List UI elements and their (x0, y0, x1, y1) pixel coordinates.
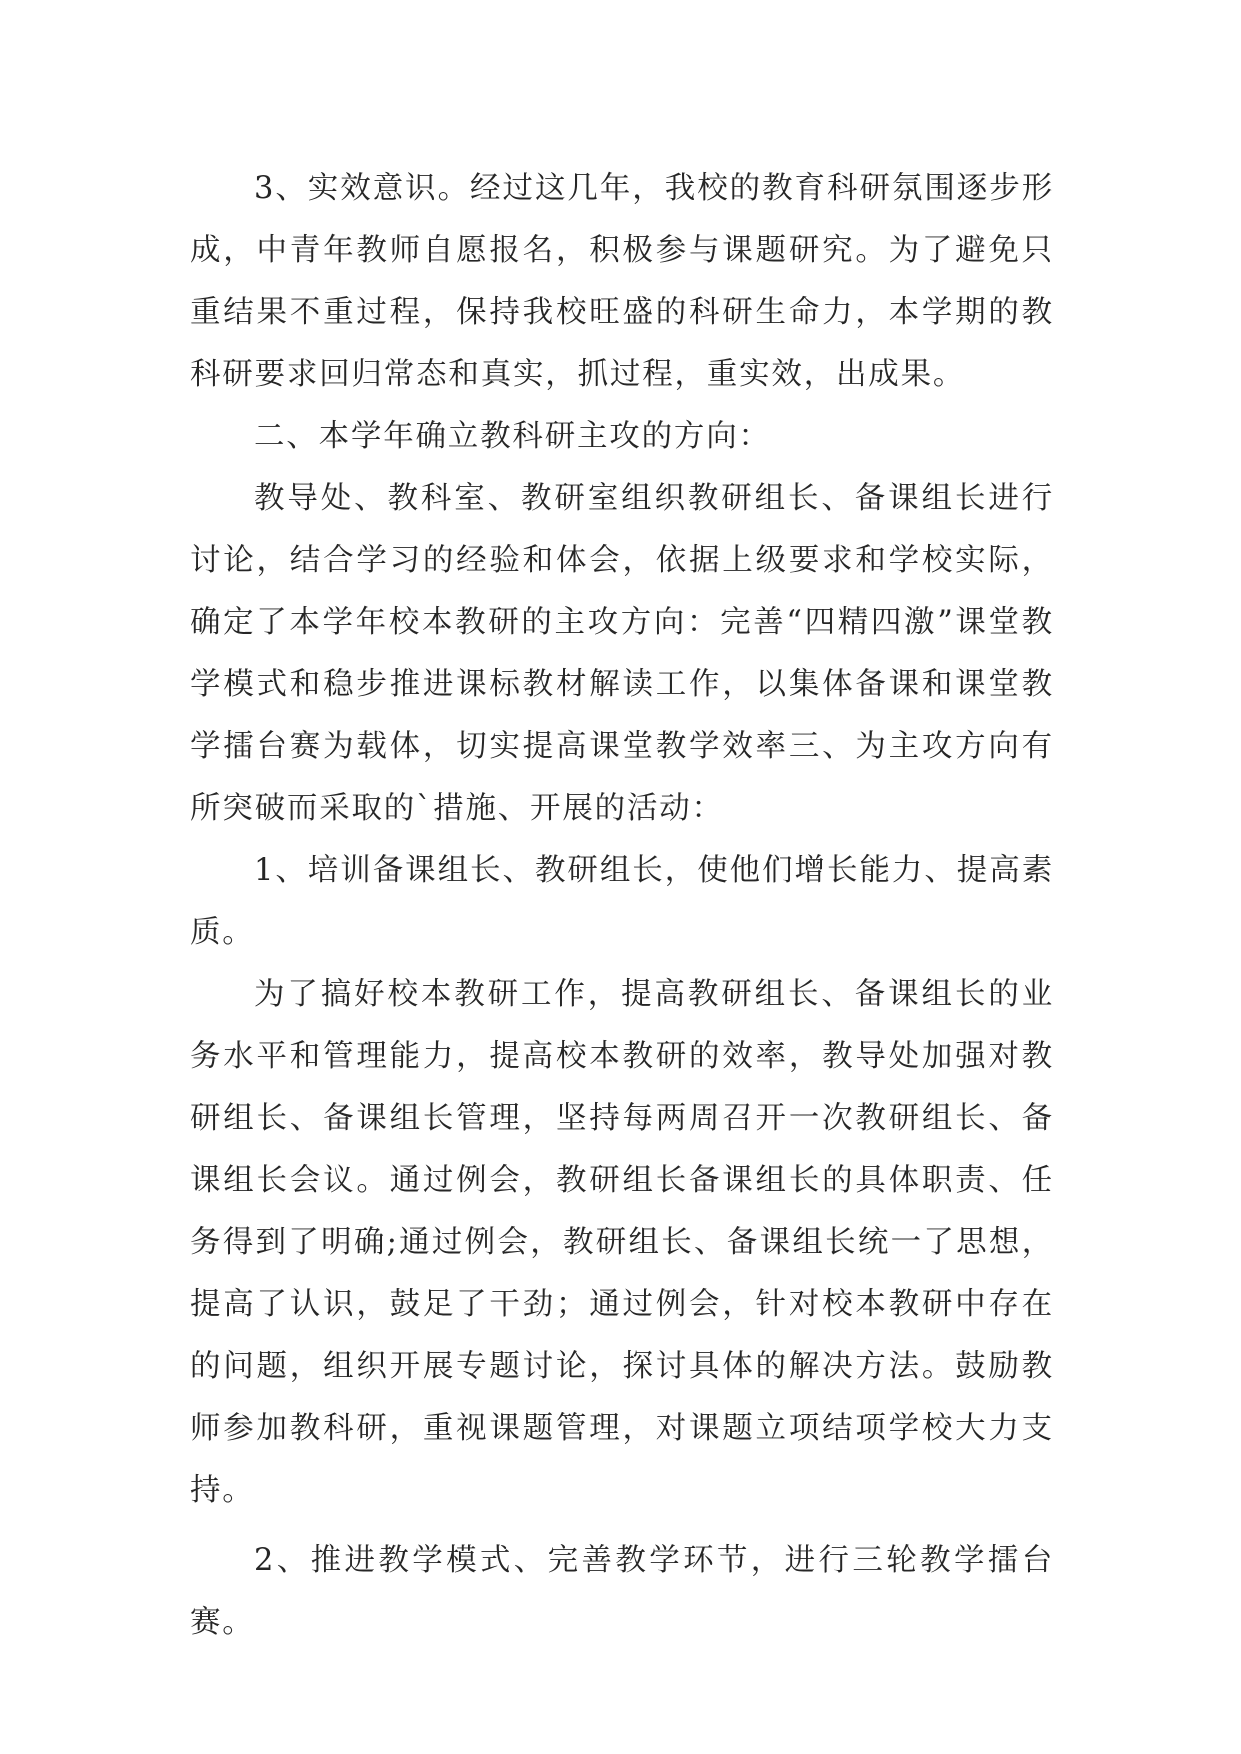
paragraph-training-details: 为了搞好校本教研工作，提高教研组长、备课组长的业务水平和管理能力，提高校本教研的效率，教导处加强对教研组长、备课组长管理，坚持每两周召开一次教研组长、备课组长会议。通过例会，教研组长备课组长的具体职责、任务得到了明确;通过例会，教研组长、备课组长统一了思想，提高了认识，鼓足了干劲；通过例会，针对校本教研中存在的问题，组织开展专题讨论，探讨具体的解决方法。鼓励教师参加教科研，重视课题管理，对课题立项结项学校大力支持。 (190, 977, 1054, 1508)
paragraph-research-direction: 教导处、教科室、教研室组织教研组长、备课组长进行讨论，结合学习的经验和体会，依据上级要求和学校实际，确定了本学年校本教研的主攻方向：完善“四精四激”课堂教学模式和稳步推进课标教材解读工作，以集体备课和课堂教学擂台赛为载体，切实提高课堂教学效率三、为主攻方向有所突破而采取的`措施、开展的活动： (190, 481, 1054, 826)
list-item-training-leaders: 1、培训备课组长、教研组长，使他们增长能力、提高素质。 (190, 853, 1054, 950)
section-heading-research-direction: 二、本学年确立教科研主攻的方向： (254, 419, 771, 454)
document-body (190, 158, 1054, 1654)
paragraph-effectiveness-awareness: 3、实效意识。经过这几年，我校的教育科研氛围逐步形成，中青年教师自愿报名，积极参与课题研究。为了避免只重结果不重过程，保持我校旺盛的科研生命力，本学期的教科研要求回归常态和真实，抓过程，重实效，出成果。 (190, 171, 1054, 392)
list-item-teaching-mode: 2、推进教学模式、完善教学环节，进行三轮教学擂台赛。 (190, 1543, 1054, 1640)
